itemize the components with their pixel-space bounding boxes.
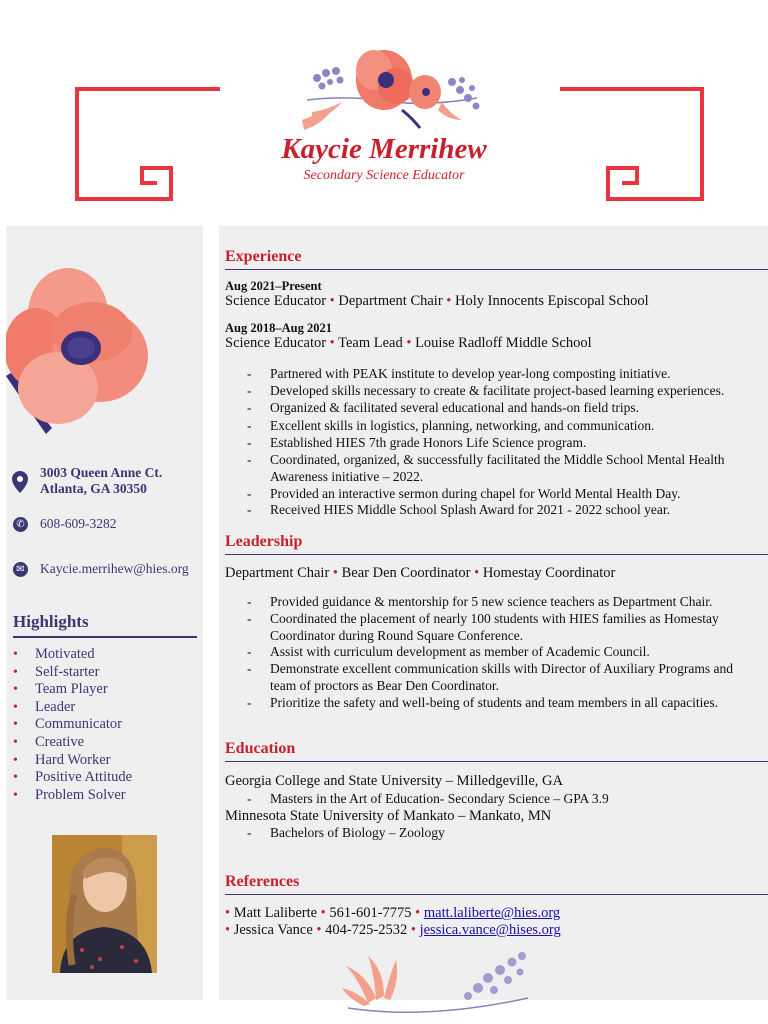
leadership-bullets xyxy=(247,594,757,712)
email-icon: ✉ xyxy=(13,562,28,577)
email-address[interactable]: Kaycie.merrihew@hies.org xyxy=(40,561,189,576)
profile-photo xyxy=(52,835,157,973)
address-line-1: 3003 Queen Anne Ct. xyxy=(40,465,163,480)
bullet-icon: • xyxy=(13,682,18,698)
candidate-name: Kaycie Merrihew xyxy=(281,133,487,165)
list-item: - Coordinated, organized, & successfully facilitated the Middle School Mental Health Awareness initiative – 2022. xyxy=(247,452,757,486)
separator-bullet: • xyxy=(406,335,412,351)
separator-bullet: • xyxy=(474,565,480,581)
reference-email-link[interactable]: matt.laliberte@hies.org xyxy=(423,905,561,921)
phone-number[interactable]: 608-609-3282 xyxy=(40,516,117,531)
location-pin-icon xyxy=(12,471,28,493)
list-item: • Problem Solver xyxy=(13,786,126,803)
job-dates: Aug 2018–Aug 2021 xyxy=(225,321,332,335)
list-item: • Positive Attitude xyxy=(13,769,133,786)
phone-icon: ✆ xyxy=(13,517,28,532)
list-item: - Developed skills necessary to create & facilitate project-based learning experiences. xyxy=(247,383,757,400)
bullet-icon: • xyxy=(13,699,18,715)
reference-row: • Matt Laliberte • 561-601-7775 • matt.laliberte@hies.org xyxy=(225,905,561,921)
separator-bullet: • xyxy=(446,293,452,309)
list-item: - Demonstrate excellent communication skills with Director of Auxiliary Programs and team of proctors as Bear Den Coordinator. xyxy=(247,661,757,695)
candidate-title: Secondary Science Educator xyxy=(303,168,465,183)
leadership-roles: Department Chair • Bear Den Coordinator • Homestay Coordinator xyxy=(225,565,616,581)
job-line: Science Educator • Team Lead • Louise Radloff Middle School xyxy=(225,335,592,351)
bullet-icon: • xyxy=(13,770,18,786)
list-item: - Provided guidance & mentorship for 5 new science teachers as Department Chair. xyxy=(247,594,757,611)
experience-heading: Experience xyxy=(225,248,768,270)
separator-bullet: • xyxy=(332,565,338,581)
bullet-icon: • xyxy=(13,752,18,768)
list-item: • Communicator xyxy=(13,716,122,733)
separator-bullet: • xyxy=(329,335,335,351)
bullet-icon: • xyxy=(13,787,18,803)
separator-bullet: • xyxy=(316,922,322,938)
experience-bullets xyxy=(247,366,757,519)
bullet-icon: • xyxy=(13,647,18,662)
list-item: - Assist with curriculum development as member of Academic Council. xyxy=(247,644,757,661)
list-item: - Provided an interactive sermon during chapel for World Mental Health Day. xyxy=(247,486,757,503)
list-item: • Hard Worker xyxy=(13,751,111,768)
school-name: Georgia College and State University – Milledgeville, GA xyxy=(225,773,563,789)
list-item: - Organized & facilitated several educational and hands-on field trips. xyxy=(247,400,757,417)
references-heading: References xyxy=(225,873,768,895)
list-item: - Partnered with PEAK institute to develop year-long composting initiative. xyxy=(247,366,757,383)
reference-phone: 561-601-7775 xyxy=(329,905,412,921)
education-heading: Education xyxy=(225,740,768,762)
bullet-icon: • xyxy=(225,922,231,938)
list-item: • Creative xyxy=(13,733,85,750)
separator-bullet: • xyxy=(410,922,416,938)
reference-email-link[interactable]: jessica.vance@hises.org xyxy=(419,922,561,938)
floral-header-icon xyxy=(292,40,492,136)
reference-phone: 404-725-2532 xyxy=(325,922,408,938)
list-item: • Leader xyxy=(13,698,76,715)
list-item: - Received HIES Middle School Splash Award for 2021 - 2022 school year. xyxy=(247,502,757,519)
separator-bullet: • xyxy=(415,905,421,921)
list-item: - Coordinated the placement of nearly 100 students with HIES families as Homestay Coordinator during Round Square Conference. xyxy=(247,611,757,645)
list-item: • Self-starter xyxy=(13,663,100,680)
job-line: Science Educator • Department Chair • Holy Innocents Episcopal School xyxy=(225,293,649,309)
highlights-list xyxy=(13,646,132,804)
separator-bullet: • xyxy=(329,293,335,309)
job-dates: Aug 2021–Present xyxy=(225,279,322,293)
bullet-icon: • xyxy=(13,734,18,750)
list-item: • Motivated xyxy=(13,646,95,662)
list-item: - Excellent skills in logistics, planning, networking, and communication. xyxy=(247,418,757,435)
separator-bullet: • xyxy=(320,905,326,921)
floral-footer-icon xyxy=(338,948,538,1018)
list-item: - Masters in the Art of Education- Secondary Science – GPA 3.9 xyxy=(247,791,757,808)
school-name: Minnesota State University of Mankato – Mankato, MN xyxy=(225,808,552,824)
reference-row: • Jessica Vance • 404-725-2532 • jessica.vance@hises.org xyxy=(225,922,561,938)
bullet-icon: • xyxy=(225,905,231,921)
education-degree-list xyxy=(247,791,757,808)
education-degree-list xyxy=(247,825,757,842)
address-line-2: Atlanta, GA 30350 xyxy=(40,481,147,496)
leadership-heading: Leadership xyxy=(225,533,768,555)
list-item: - Established HIES 7th grade Honors Life Science program. xyxy=(247,435,757,452)
list-item: - Prioritize the safety and well-being of students and team members in all capacities. xyxy=(247,695,757,712)
poppy-flower-icon xyxy=(6,256,156,438)
list-item: • Team Player xyxy=(13,681,108,698)
highlights-heading: Highlights xyxy=(13,612,197,638)
bullet-icon: • xyxy=(13,664,18,680)
bullet-icon: • xyxy=(13,717,18,733)
list-item: - Bachelors of Biology – Zoology xyxy=(247,825,757,842)
